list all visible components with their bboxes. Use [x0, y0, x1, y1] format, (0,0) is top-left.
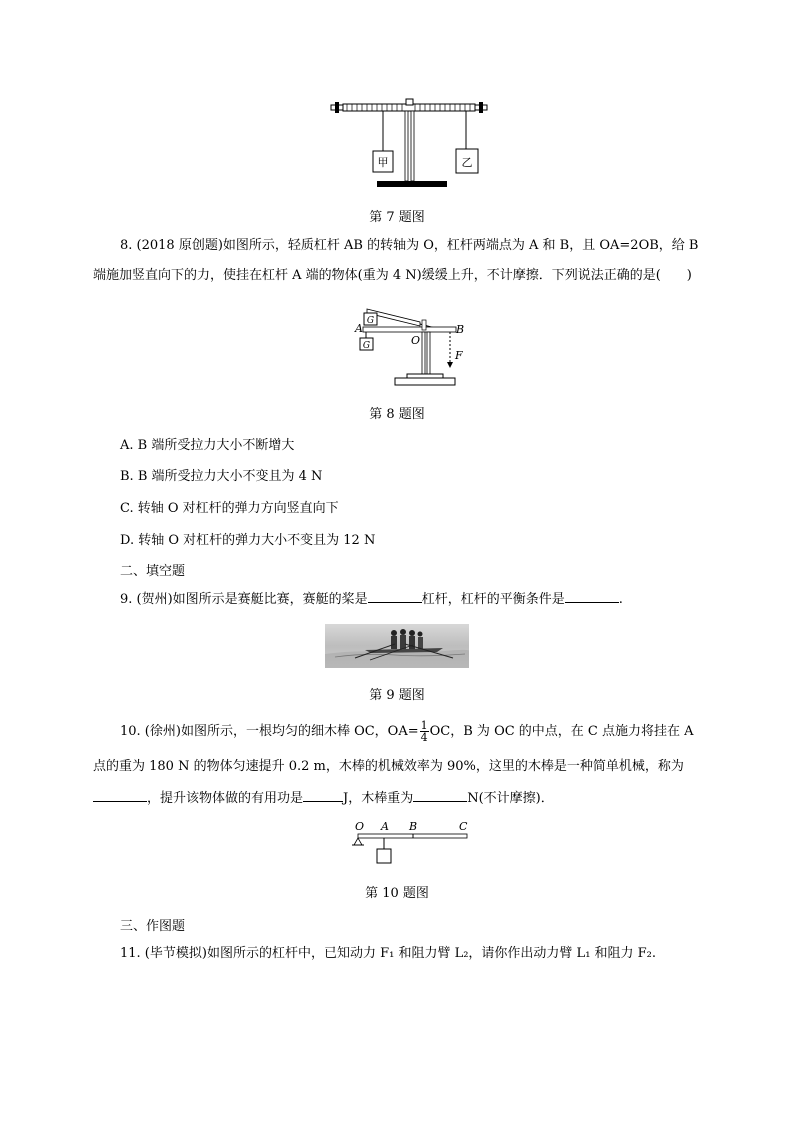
- q10-blank-1: [93, 789, 147, 802]
- q8-option-b: B. B 端所受拉力大小不变且为 4 N: [120, 469, 323, 484]
- q10-line3-a: ，提升该物体做的有用功是: [147, 791, 304, 806]
- figure-7-balance: [325, 96, 495, 192]
- point-a-label: A: [381, 820, 389, 833]
- figure-10-stick: [348, 818, 473, 866]
- point-o-label: O: [355, 820, 365, 833]
- weight-yi-label: 乙: [461, 156, 473, 169]
- section-drawing-heading: 三、作图题: [120, 919, 186, 934]
- q10-line2: 点的重为 180 N 的物体匀速提升 0.2 m，木棒的机械效率为 90%，这里的木棒是一种简单机械，称为: [93, 759, 684, 774]
- q10-blank-3: [413, 789, 467, 802]
- q10-blank-2: [303, 789, 343, 802]
- q9-text: [120, 590, 623, 609]
- q11-text: 11. (毕节模拟)如图所示的杠杆中，已知动力 F₁ 和阻力臂 L₂，请你作出动力臂 L₁ 和阻力 F₂.: [120, 946, 657, 961]
- figure-7-caption: 第 7 题图: [369, 210, 425, 225]
- q10-line1-a: 10. (徐州)如图所示，一根均匀的细木棒 OC，OA=: [120, 724, 419, 739]
- upper-weight-label: G: [366, 316, 375, 326]
- q10-fraction-denominator: 4: [420, 731, 428, 744]
- q8-option-a: A. B 端所受拉力大小不断增大: [120, 438, 295, 453]
- figure-8-caption: 第 8 题图: [369, 407, 425, 422]
- lower-weight-label: G: [362, 341, 371, 351]
- figure-9-rowing-photo: [325, 624, 469, 668]
- q9-part2: 杠杆，杠杆的平衡条件是: [421, 592, 565, 607]
- q8-line1: 8. (2018 原创题)如图所示，轻质杠杆 AB 的转轴为 O，杠杆两端点为 A 和 B，且 OA=2OB，给 B: [120, 238, 699, 253]
- q10-fraction-numerator: 1: [420, 719, 428, 732]
- point-o-label: O: [411, 334, 421, 347]
- point-c-label: C: [459, 820, 468, 833]
- q8-option-c: C. 转轴 O 对杠杆的弹力方向竖直向下: [120, 501, 339, 516]
- q10-line3-c: N(不计摩擦)．: [467, 791, 554, 806]
- point-b-label: B: [409, 820, 418, 833]
- q9-blank-2: [565, 590, 619, 603]
- figure-8-lever: [350, 298, 475, 388]
- figure-9-caption: 第 9 题图: [369, 688, 425, 703]
- q10-fraction: [420, 720, 429, 743]
- q9-part1: 9. (贺州)如图所示是赛艇比赛，赛艇的桨是: [120, 592, 368, 607]
- force-f-label: F: [455, 349, 463, 362]
- point-a-label: A: [355, 322, 363, 335]
- q9-blank-1: [368, 590, 422, 603]
- weight-jia-label: 甲: [377, 156, 389, 169]
- q9-part3: .: [618, 592, 623, 607]
- q10-line1-b: OC，B 为 OC 的中点，在 C 点施力将挂在 A: [429, 724, 694, 739]
- q8-option-d: D. 转轴 O 对杠杆的弹力大小不变且为 12 N: [120, 533, 376, 548]
- figure-10-caption: 第 10 题图: [365, 886, 429, 901]
- q10-line1: [120, 720, 694, 743]
- q10-line3: [93, 789, 554, 808]
- point-b-label: B: [456, 323, 465, 336]
- q10-line3-b: J，木棒重为: [343, 791, 414, 806]
- q8-line2: 端施加竖直向下的力，使挂在杠杆 A 端的物体(重为 4 N)缓缓上升，不计摩擦．下列说法正确的是( ): [93, 268, 692, 283]
- section-fill-in-heading: 二、填空题: [120, 564, 186, 579]
